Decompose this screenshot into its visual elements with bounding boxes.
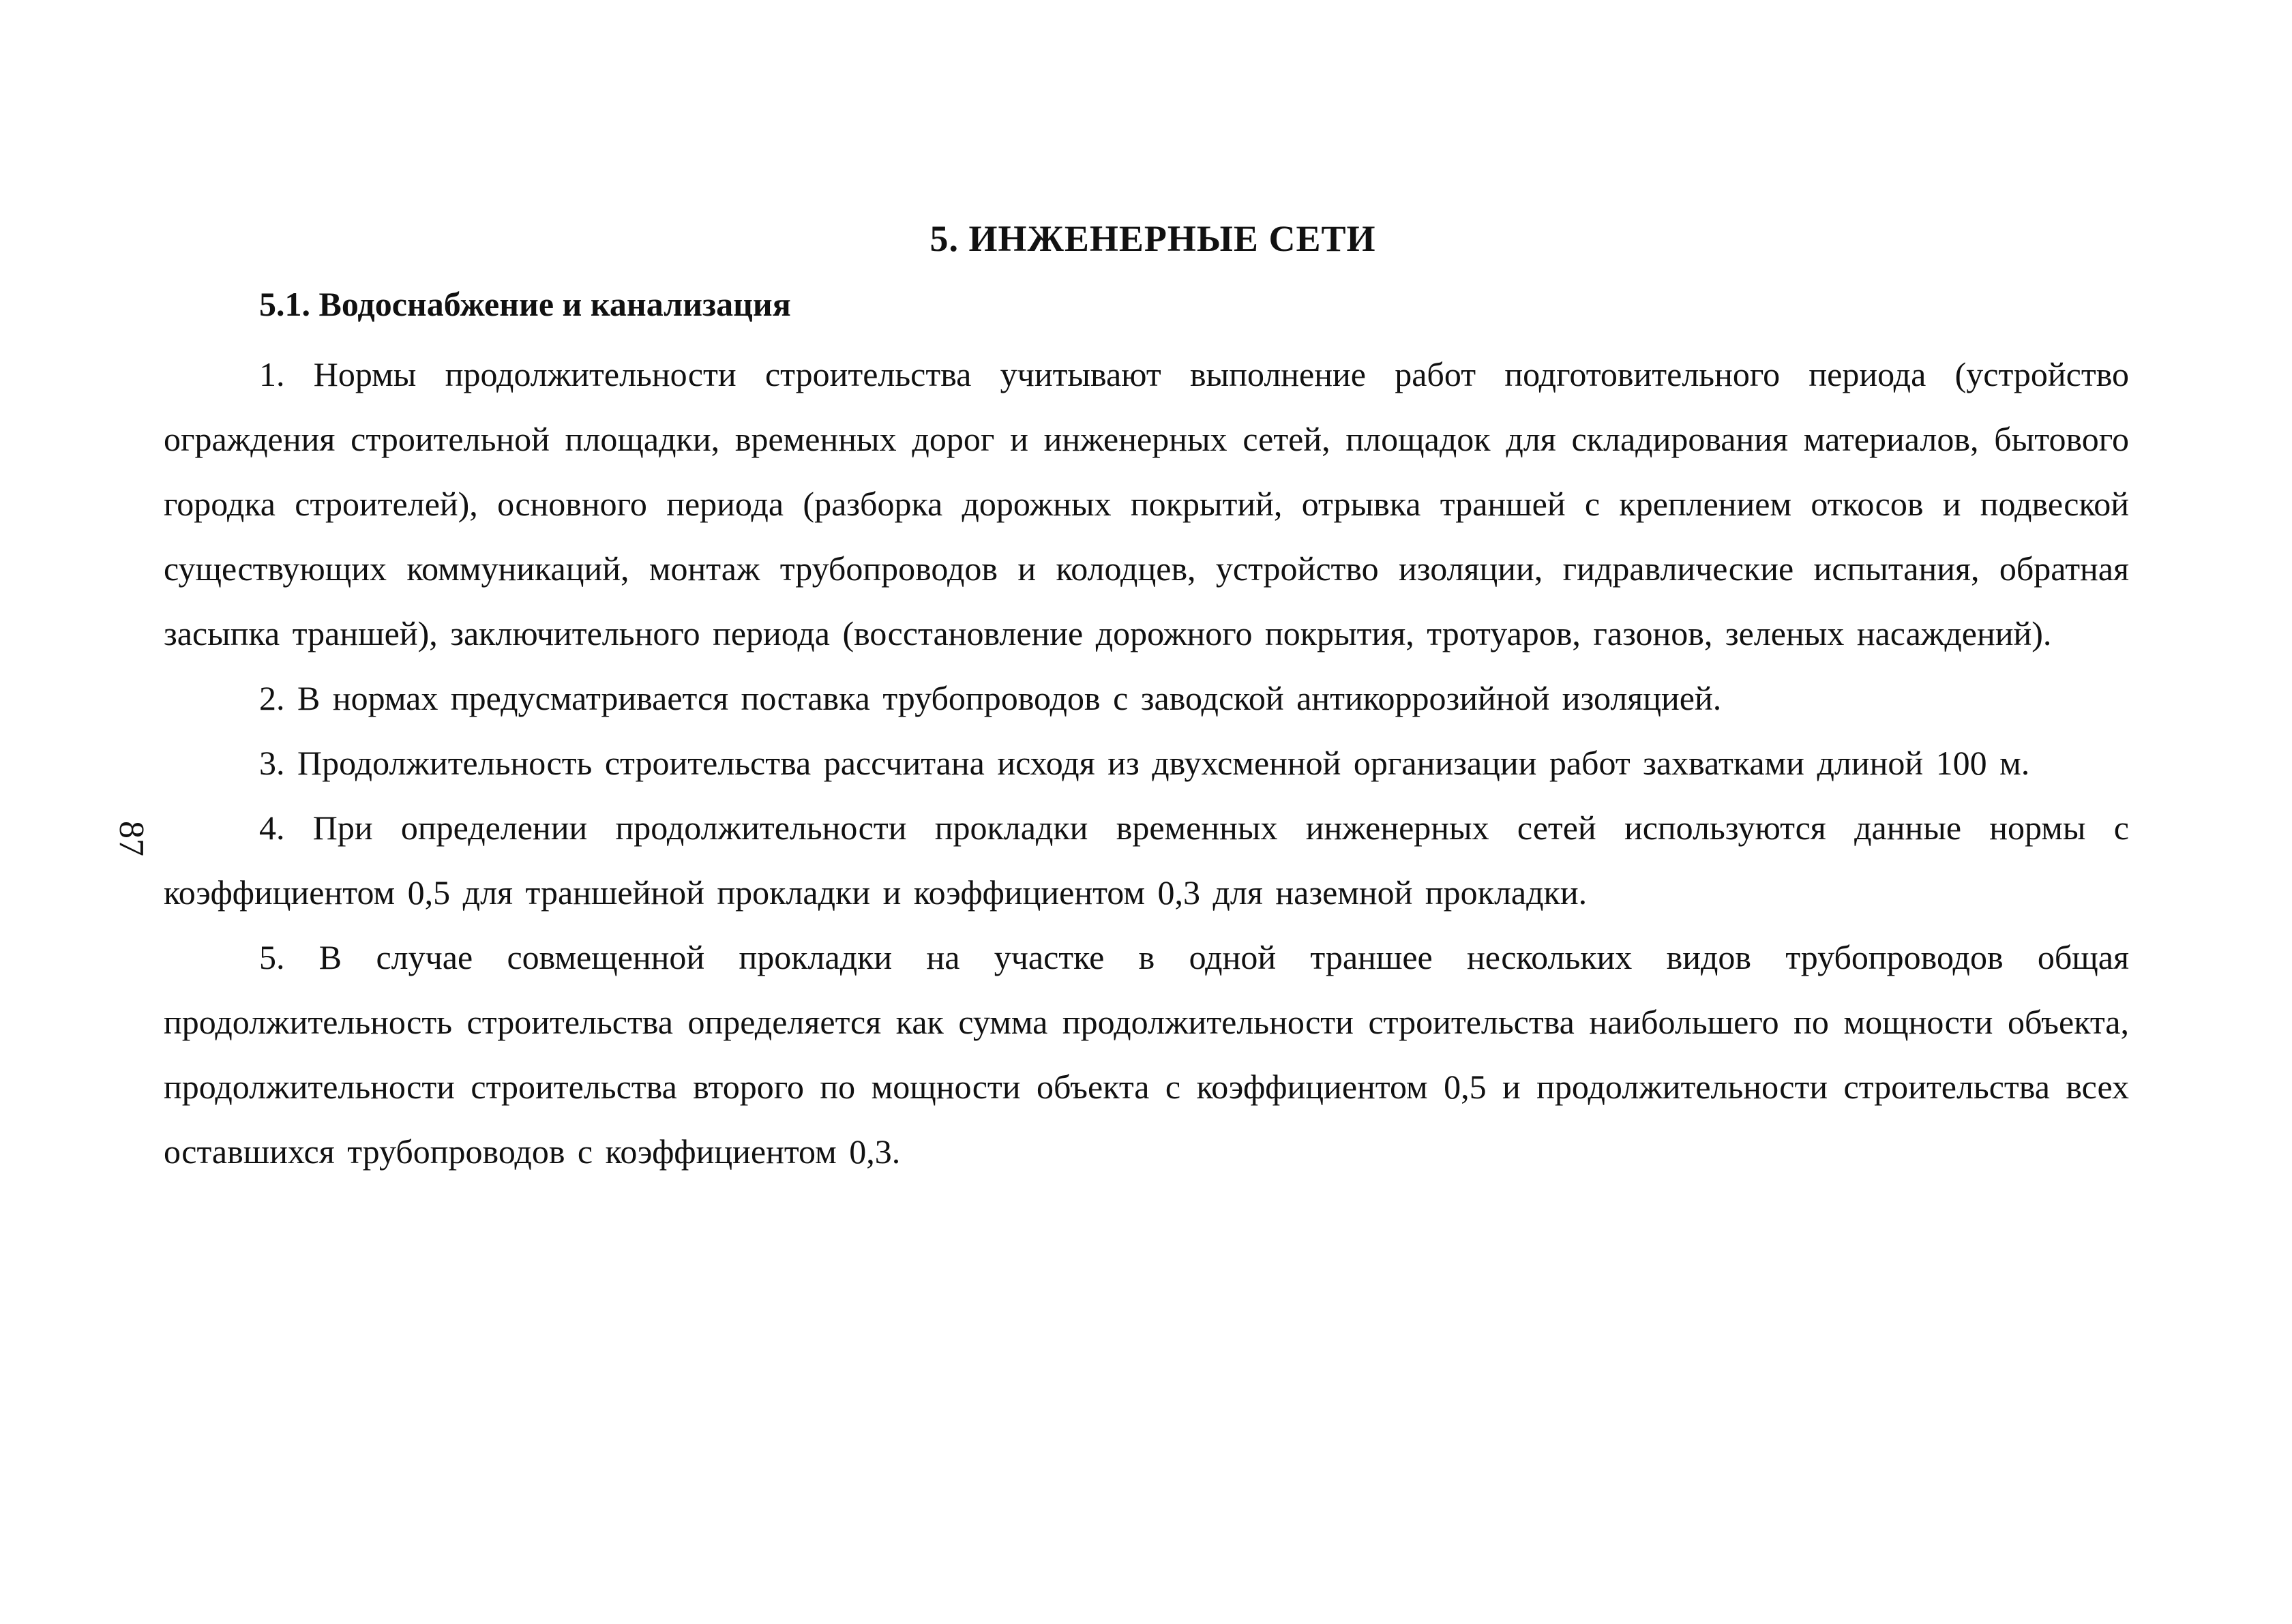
paragraph-5: 5. В случае совмещенной прокладки на участке в одной траншее нескольких видов трубопроводов общая продолжительность строительства определяется как сумма продолжительности строительства наибольшего по мощности объекта, продолжительности строительства второго по мощности объекта с коэффициентом 0,5 и продолжительности строительства всех оставшихся трубопроводов с коэффициентом 0,3.: [164, 938, 2129, 1171]
subsection-heading: 5.1. Водоснабжение и канализация: [259, 285, 791, 323]
paragraph-1: 1. Нормы продолжительности строительства учитывают выполнение работ подготовительного периода (устройство ограждения строительной площадки, временных дорог и инженерных сетей, площадок для складирования материалов, бытового городка строителей), основного периода (разборка дорожных покрытий, отрывка траншей с креплением откосов и подвеской существующих коммуникаций, монтаж трубопроводов и колодцев, устройство изоляции, гидравлические испытания, обратная засыпка траншей), заключительного периода (восстановление дорожного покрытия, тротуаров, газонов, зеленых насаждений).: [164, 355, 2129, 652]
page-number: 87: [112, 821, 151, 856]
document-body: [164, 342, 2129, 1184]
section-heading: 5. ИНЖЕНЕРНЫЕ СЕТИ: [929, 218, 1376, 259]
paragraph-2: 2. В нормах предусматривается поставка трубопроводов с заводской антикоррозийной изоляцией.: [259, 679, 1722, 717]
paragraph-4: 4. При определении продолжительности прокладки временных инженерных сетей используются данные нормы с коэффициентом 0,5 для траншейной прокладки и коэффициентом 0,3 для наземной прокладки.: [164, 809, 2129, 912]
paragraph-3: 3. Продолжительность строительства рассчитана исходя из двухсменной организации работ захватками длиной 100 м.: [259, 744, 2030, 782]
